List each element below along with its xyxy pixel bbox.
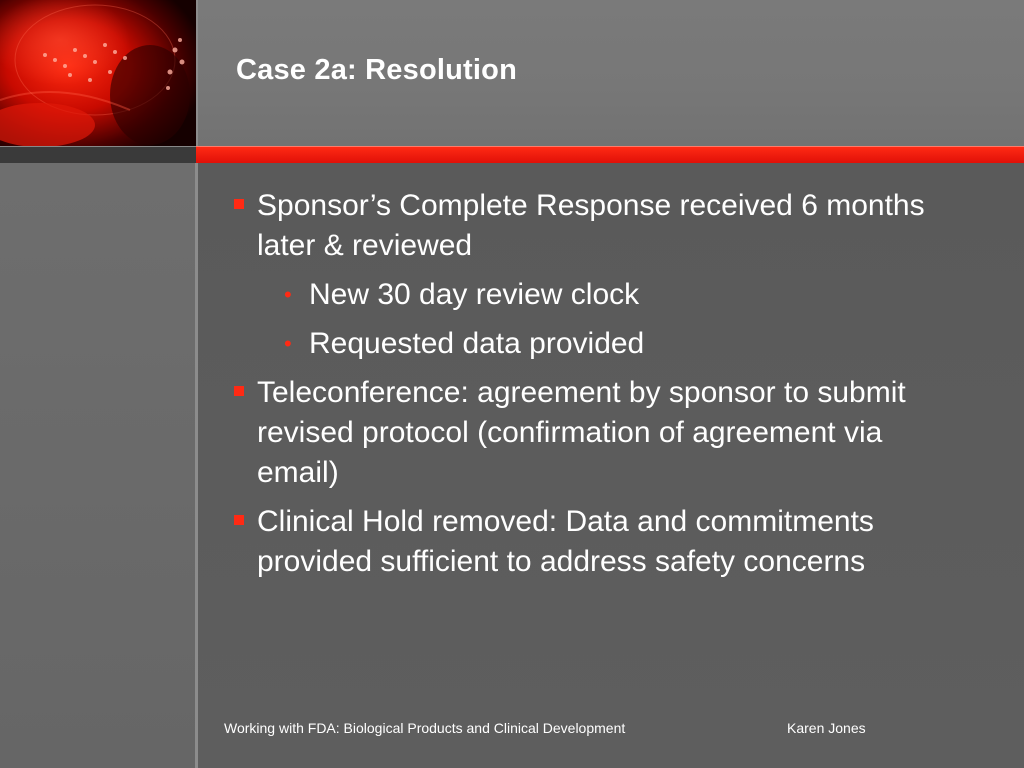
square-bullet-icon xyxy=(234,386,244,396)
bullet-list xyxy=(232,186,952,591)
dot-bullet-icon: • xyxy=(284,282,292,307)
slide-title: Case 2a: Resolution xyxy=(236,54,517,86)
left-accent-bar xyxy=(0,146,196,163)
bullet-item xyxy=(232,186,952,266)
left-sidebar-panel xyxy=(0,162,196,768)
square-bullet-icon xyxy=(234,199,244,209)
sub-bullet-text: New 30 day review clock xyxy=(309,278,640,311)
red-accent-bar xyxy=(196,146,1024,163)
bullet-text: Clinical Hold removed: Data and commitments provided sufficient to address safety concerns xyxy=(257,505,874,578)
bullet-item xyxy=(232,502,952,582)
square-bullet-icon xyxy=(234,515,244,525)
footer-presentation-title: Working with FDA: Biological Products and Clinical Development xyxy=(224,720,626,736)
sub-bullet-text: Requested data provided xyxy=(309,327,645,360)
bullet-item xyxy=(232,373,952,493)
bullet-text: Teleconference: agreement by sponsor to submit revised protocol (confirmation of agreement via email) xyxy=(257,376,906,489)
decorative-hero-image xyxy=(0,0,196,146)
bullet-text: Sponsor’s Complete Response received 6 months later & reviewed xyxy=(257,189,925,262)
sub-bullet-item xyxy=(232,275,952,315)
dot-bullet-icon: • xyxy=(284,331,292,356)
red-abstract-image xyxy=(0,0,196,146)
sub-bullet-item xyxy=(232,324,952,364)
footer-author: Karen Jones xyxy=(787,720,866,736)
